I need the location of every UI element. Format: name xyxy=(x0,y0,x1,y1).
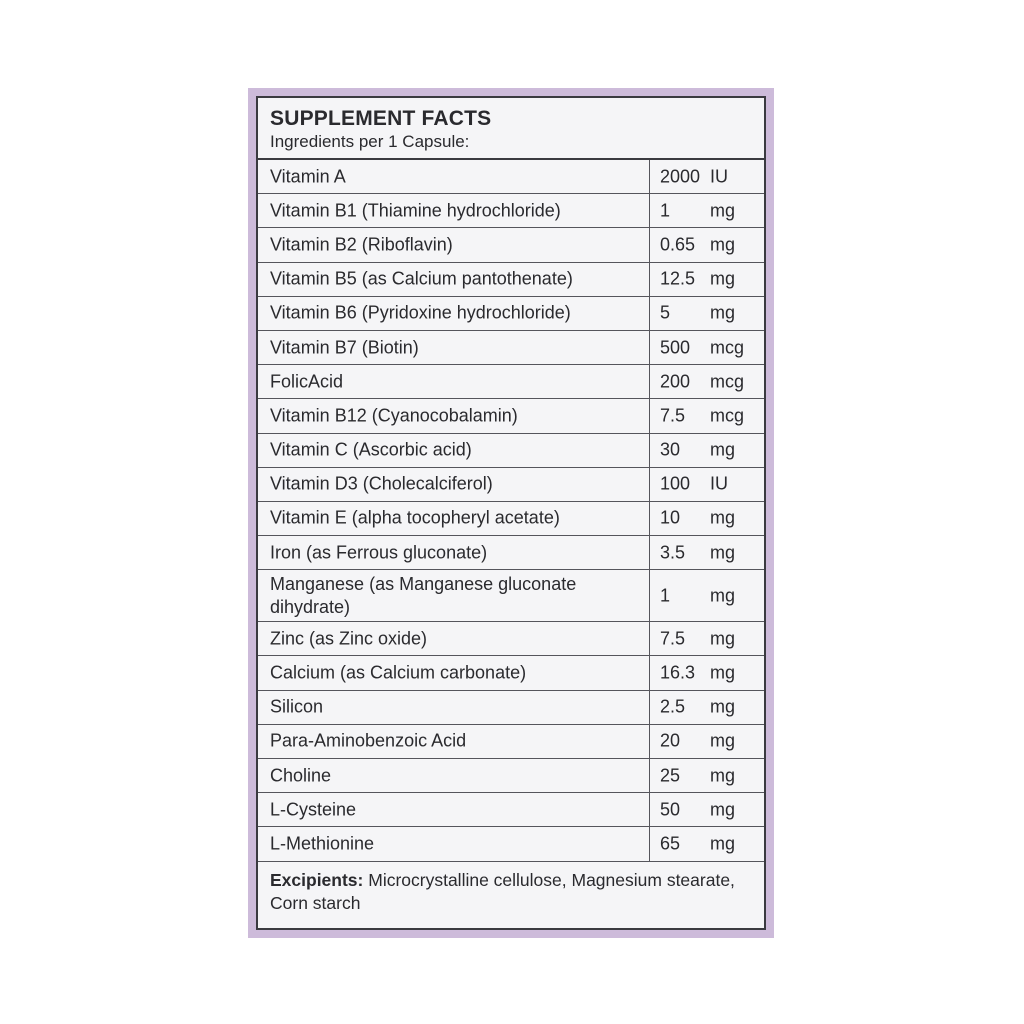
ingredient-unit: mg xyxy=(710,833,736,854)
ingredient-unit: IU xyxy=(710,473,728,494)
table-row xyxy=(258,691,764,725)
ingredient-unit: mg xyxy=(710,799,736,820)
column-divider xyxy=(649,536,650,569)
ingredient-name: Vitamin D3 (Cholecalciferol) xyxy=(270,473,493,494)
table-row xyxy=(258,331,764,365)
ingredient-name: Calcium (as Calcium carbonate) xyxy=(270,662,527,683)
ingredient-unit: mg xyxy=(710,200,736,221)
column-divider xyxy=(649,160,650,193)
column-divider xyxy=(649,759,650,792)
table-row xyxy=(258,827,764,861)
table-row xyxy=(258,793,764,827)
table-row xyxy=(258,468,764,502)
table-row xyxy=(258,656,764,690)
ingredient-amount: 2.5 xyxy=(660,696,686,717)
ingredient-name: L-Cysteine xyxy=(270,799,357,820)
column-divider xyxy=(649,622,650,655)
table-row xyxy=(258,365,764,399)
ingredient-unit: mcg xyxy=(710,337,745,358)
ingredient-amount: 50 xyxy=(660,799,681,820)
column-divider xyxy=(649,399,650,432)
ingredient-unit: mg xyxy=(710,234,736,255)
excipients-label: Excipients: xyxy=(270,869,364,890)
column-divider xyxy=(649,793,650,826)
table-row xyxy=(258,434,764,468)
ingredient-amount: 500 xyxy=(660,337,691,358)
ingredient-table xyxy=(258,160,764,862)
ingredient-name: FolicAcid xyxy=(270,371,344,392)
excipients-note xyxy=(258,862,764,915)
ingredient-unit: mg xyxy=(710,628,736,649)
table-row xyxy=(258,160,764,194)
panel-subtitle: Ingredients per 1 Capsule: xyxy=(270,132,470,151)
ingredient-unit: mg xyxy=(710,439,736,460)
column-divider xyxy=(649,656,650,689)
ingredient-unit: mg xyxy=(710,662,736,683)
ingredient-name: Vitamin C (Ascorbic acid) xyxy=(270,439,472,460)
ingredient-amount: 200 xyxy=(660,371,691,392)
ingredient-unit: mg xyxy=(710,730,736,751)
column-divider xyxy=(649,228,650,261)
ingredient-unit: mg xyxy=(710,268,736,289)
ingredient-name: Vitamin B1 (Thiamine hydrochloride) xyxy=(270,200,561,221)
ingredient-unit: mg xyxy=(710,585,736,606)
column-divider xyxy=(649,331,650,364)
ingredient-amount: 7.5 xyxy=(660,628,686,649)
ingredient-amount: 100 xyxy=(660,473,691,494)
ingredient-amount: 10 xyxy=(660,507,681,528)
ingredient-unit: mg xyxy=(710,542,736,563)
table-row xyxy=(258,725,764,759)
column-divider xyxy=(649,502,650,535)
ingredient-name: Para-Aminobenzoic Acid xyxy=(270,730,467,751)
table-row xyxy=(258,399,764,433)
column-divider xyxy=(649,194,650,227)
ingredient-amount: 25 xyxy=(660,765,681,786)
column-divider xyxy=(649,297,650,330)
column-divider xyxy=(649,434,650,467)
ingredient-amount: 1 xyxy=(660,585,671,606)
ingredient-unit: mg xyxy=(710,696,736,717)
panel-header xyxy=(258,98,764,160)
ingredient-name: L-Methionine xyxy=(270,833,375,854)
table-row xyxy=(258,570,764,622)
ingredient-amount: 65 xyxy=(660,833,681,854)
ingredient-amount: 3.5 xyxy=(660,542,686,563)
ingredient-name: Zinc (as Zinc oxide) xyxy=(270,628,428,649)
ingredient-name: Vitamin B5 (as Calcium pantothenate) xyxy=(270,268,573,289)
ingredient-unit: mcg xyxy=(710,405,745,426)
ingredient-name: Vitamin B12 (Cyanocobalamin) xyxy=(270,405,518,426)
ingredient-name: Choline xyxy=(270,765,332,786)
ingredient-amount: 7.5 xyxy=(660,405,686,426)
ingredient-name: Iron (as Ferrous gluconate) xyxy=(270,542,488,563)
column-divider xyxy=(649,468,650,501)
table-row xyxy=(258,263,764,297)
column-divider xyxy=(649,365,650,398)
table-row xyxy=(258,502,764,536)
ingredient-name: Vitamin B2 (Riboflavin) xyxy=(270,234,453,255)
table-row xyxy=(258,622,764,656)
ingredient-unit: mg xyxy=(710,302,736,323)
column-divider xyxy=(649,263,650,296)
ingredient-amount: 0.65 xyxy=(660,234,696,255)
table-row xyxy=(258,759,764,793)
ingredient-name: Vitamin E (alpha tocopheryl acetate) xyxy=(270,507,560,528)
ingredient-name: Vitamin B7 (Biotin) xyxy=(270,337,419,358)
ingredient-amount: 1 xyxy=(660,200,671,221)
excipients-text: Microcrystalline cellulose, Magnesium stearate, Corn starch xyxy=(270,869,735,913)
ingredient-unit: mcg xyxy=(710,371,745,392)
table-row xyxy=(258,194,764,228)
ingredient-name: Vitamin B6 (Pyridoxine hydrochloride) xyxy=(270,302,571,323)
column-divider xyxy=(649,827,650,860)
column-divider xyxy=(649,570,650,621)
column-divider xyxy=(649,691,650,724)
ingredient-amount: 30 xyxy=(660,439,681,460)
ingredient-amount: 5 xyxy=(660,302,671,323)
ingredient-unit: IU xyxy=(710,166,728,187)
ingredient-amount: 20 xyxy=(660,730,681,751)
supplement-facts-panel xyxy=(256,96,766,930)
ingredient-name: Manganese (as Manganese gluconate dihydrate) xyxy=(270,573,577,617)
ingredient-amount: 16.3 xyxy=(660,662,696,683)
ingredient-name: Silicon xyxy=(270,696,324,717)
ingredient-name: Vitamin A xyxy=(270,166,346,187)
table-row xyxy=(258,536,764,570)
ingredient-unit: mg xyxy=(710,765,736,786)
ingredient-amount: 12.5 xyxy=(660,268,696,289)
table-row xyxy=(258,228,764,262)
ingredient-amount: 2000 xyxy=(660,166,701,187)
panel-title: SUPPLEMENT FACTS xyxy=(270,107,492,130)
column-divider xyxy=(649,725,650,758)
ingredient-unit: mg xyxy=(710,507,736,528)
table-row xyxy=(258,297,764,331)
